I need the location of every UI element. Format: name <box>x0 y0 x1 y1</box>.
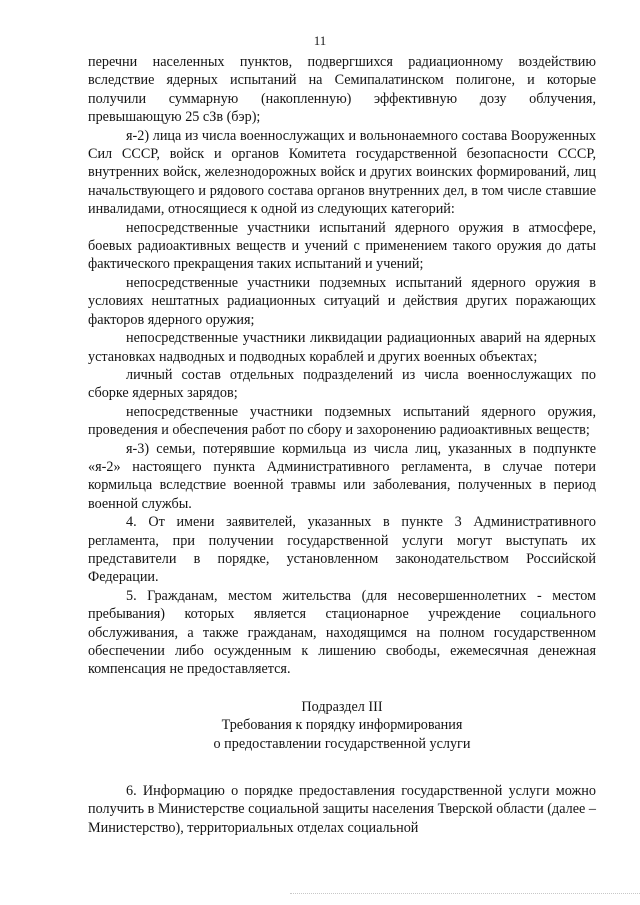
section-heading <box>88 698 596 753</box>
paragraph-category-atmospheric-tests: непосредственные участники испытаний ядерного оружия в атмосфере, боевых радиоактивных веществ и учений с применением такого оружия до даты фактического прекращения таких испытаний и учений; <box>88 219 596 273</box>
document-body <box>88 53 596 837</box>
section-title: Подраздел III <box>301 698 383 715</box>
paragraph-6-information: 6. Информацию о порядке предоставления государственной услуги можно получить в Министерстве социальной защиты населения Тверской области (далее – Министерство), территориальных отделах социальной <box>88 783 596 836</box>
section-subtitle-line1: Требования к порядку информирования <box>221 717 463 734</box>
paragraph-5-exclusions: 5. Гражданам, местом жительства (для несовершеннолетних - местом пребывания) которых является стационарное учреждение социального обслуживания, а также гражданам, находящимся на полном государственном обеспечении либо осужденным к лишению свободы, ежемесячная денежная компенсация не предоставляется. <box>88 587 596 678</box>
paragraph-category-accident-liquidation: непосредственные участники ликвидации радиационных аварий на ядерных установках надводных и подводных кораблей и других военных объектах; <box>88 330 596 365</box>
paragraph-category-waste-disposal: непосредственные участники подземных испытаний ядерного оружия, проведения и обеспечения работ по сбору и захоронению радиоактивных веществ; <box>88 403 596 439</box>
scan-edge-line <box>290 893 640 894</box>
paragraph-ya-2: я-2) лица из числа военнослужащих и вольнонаемного состава Вооруженных Сил СССР, войск и органов Комитета государственной безопасности СССР, внутренних войск, железнодорожных войск и других воинских формирований, лиц начальствующего и рядового состава органов внутренних дел, в том числе ставшие инвалидами, относящиеся к одной из следующих категорий: <box>88 127 596 218</box>
page-number: 11 <box>313 33 327 48</box>
paragraph-settlements-list: перечни населенных пунктов, подвергшихся радиационному воздействию вследствие ядерных испытаний на Семипалатинском полигоне, и которые получили суммарную (накопленную) эффективную дозу облучения, превышающую 25 сЗв (бэр); <box>88 54 596 126</box>
paragraph-4-representatives: 4. От имени заявителей, указанных в пункте 3 Административного регламента, при получении государственной услуги могут выступать их представители в порядке, установленном законодательством Российской Федерации. <box>88 514 596 586</box>
paragraph-category-underground-tests: непосредственные участники подземных испытаний ядерного оружия в условиях нештатных радиационных ситуаций и действия других поражающих факторов ядерного оружия; <box>88 274 596 328</box>
paragraph-ya-3: я-3) семьи, потерявшие кормильца из числа лиц, указанных в подпункте «я-2» настоящего пункта Административного регламента, в случае потери кормильца вследствие военной травмы или заболевания, полученных в период военной службы. <box>88 440 596 512</box>
paragraph-category-assembly-personnel: личный состав отдельных подразделений из числа военнослужащих по сборке ядерных зарядов; <box>88 366 596 402</box>
section-subtitle-line2: о предоставлении государственной услуги <box>213 735 471 752</box>
